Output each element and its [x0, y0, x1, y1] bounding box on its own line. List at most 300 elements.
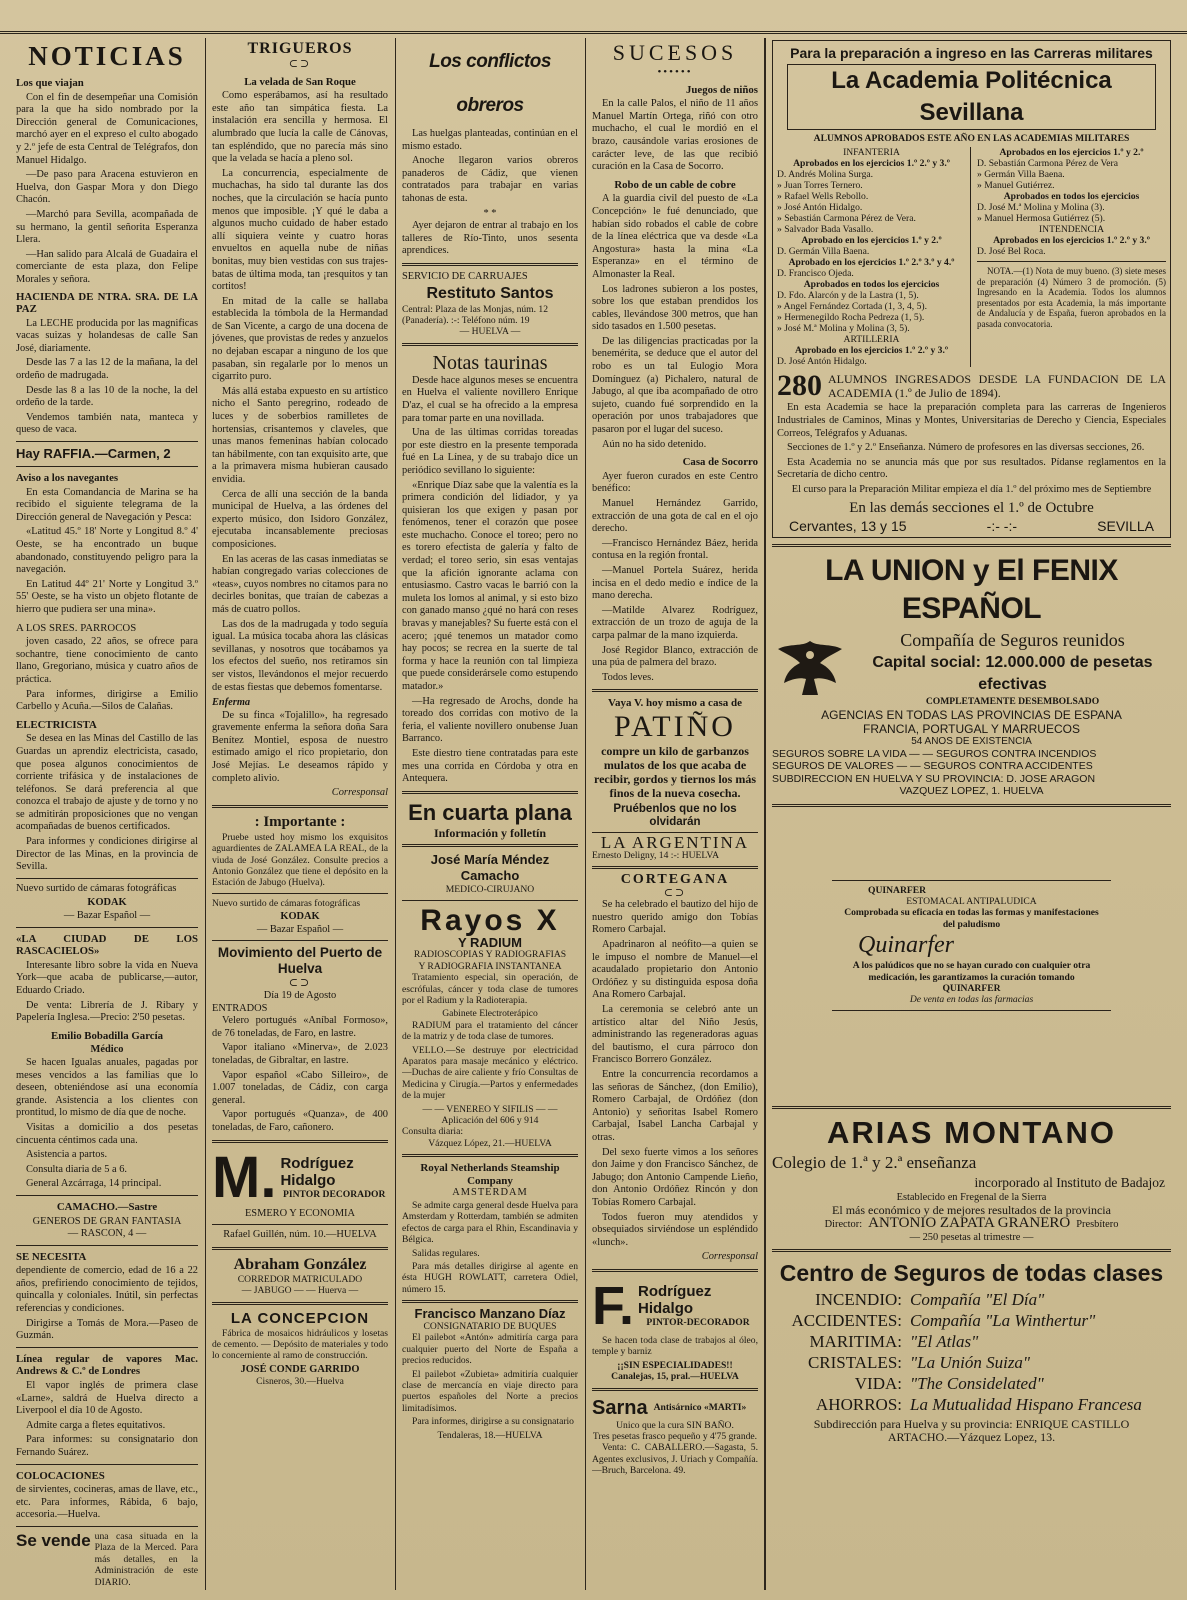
paragraph: A los palúdicos que no se hayan curado con cualquier otra medicación, les garantizamos la curación tomando — [852, 960, 1091, 983]
paragraph: RADIUM para el tratamiento del cáncer de la matriz y de toda clase de tumores. — [402, 1019, 578, 1043]
paragraph: Se ha celebrado el bautizo del hijo de nuestro querido amigo don Tobías Romero Carbajal. — [592, 899, 758, 936]
director-name: ANTONIO ZAPATA GRANERO — [868, 1215, 1071, 1231]
paragraph: — Bazar Español — — [63, 910, 151, 922]
paragraph: Ayer dejaron de entrar al trabajo en los talleres de Río-Tinto, unos sesenta aprendices. — [402, 220, 578, 257]
insurance-type: ACCIDENTES: — [791, 1311, 902, 1331]
paragraph: Desde las 7 a las 12 de la mañana, la del ordeño de madrugada. — [16, 357, 198, 382]
paragraph: Consulta diaria de 5 a 6. — [26, 1163, 127, 1175]
list-item: D. Francisco Ojeda. — [777, 268, 854, 280]
heading: LA ARGENTINA — [600, 833, 750, 853]
paragraph: Del sexo fuerte vimos a los señores don Jaime y don Francisco Sánchez, de Jabugo; don Antonio Campende Lieño, don Antonio Ordóñez Rincón y don Tobías Romero Carbajal. — [592, 1146, 758, 1208]
heading: LA CONCEPCION — [230, 1309, 370, 1327]
paragraph: Esta Academia no se anuncia más que por sus resultados. Pídanse reglamentos en la Secretaría de dicho centro. — [777, 456, 1166, 481]
divider — [977, 261, 1166, 262]
divider — [592, 1388, 758, 1391]
phoenix-icon — [772, 633, 848, 703]
column-separator — [205, 38, 206, 1590]
divider — [402, 263, 578, 266]
paragraph: compre un kilo de garbanzos mulatos de los que acaba de recibir, gordos y tiernos los más finos de la nueva cosecha. — [594, 743, 756, 800]
heading: Juegos de niños — [686, 83, 758, 96]
paragraph: — Bazar Español — — [256, 923, 344, 935]
divider — [772, 804, 1171, 807]
divider — [16, 441, 198, 442]
paragraph: Como esperábamos, así ha resultado este año tan simpática fiesta. La instalación era sencilla y hermosa. El alumbrado que lucía la calle de Cánovas, tan espléndido, que no parecía más sino que la velada se hacía a pleno sol. — [212, 90, 388, 165]
paragraph: Tratamiento especial, sin operación, de escrófulas, cáncer y toda clase de tumores por el Radium y la Radioterapia. — [402, 972, 578, 1006]
heading: Rayos X — [420, 903, 560, 937]
insurance-row — [772, 1394, 1171, 1415]
paragraph: una casa situada en la Plaza de la Merced. Para más detalles, en la Administración de este DIARIO. — [94, 1530, 198, 1588]
paragraph: ARTACHO.—Yázquez Lopez, 13. — [887, 1429, 1056, 1444]
paragraph: Las huelgas planteadas, continúan en el mismo estado. — [402, 128, 578, 152]
name-list — [777, 246, 966, 257]
subheading: Información y folletín — [434, 825, 546, 840]
heading: La Academia Politécnica Sevillana — [787, 64, 1156, 130]
divider — [402, 791, 578, 794]
column-separator — [764, 38, 766, 1590]
heading: «LA CIUDAD DE LOS RASCACIELOS» — [16, 932, 198, 958]
divider — [402, 1300, 578, 1303]
insurance-company: Compañía "El Día" — [910, 1290, 1045, 1310]
paragraph: — — VENEREO Y SIFILIS — — — [422, 1103, 558, 1115]
paragraph: Ernesto Deligny, 14 :-: HUELVA — [592, 849, 720, 861]
paragraph: Ayer fueron curados en este Centro benéfico: — [592, 470, 758, 495]
ornament: ⊂⊃ — [288, 977, 312, 990]
subheading: ALUMNOS APROBADOS ESTE AÑO EN LAS ACADEMIAS MILITARES — [813, 133, 1130, 144]
insurance-company: "El Atlas" — [910, 1332, 979, 1352]
spacer — [772, 812, 1171, 880]
top-rule — [0, 0, 1187, 34]
subheading: CONSIGNATARIO DE BUQUES — [423, 1320, 557, 1332]
paragraph: Una de las últimas corridas toreadas por este diestro en la presente temporada fué en La Línea, y de su trabajo dice un periódico sevillano lo siguiente: — [402, 427, 578, 476]
column-conflictos — [402, 40, 578, 1588]
divider — [212, 940, 388, 941]
paragraph: RADIOSCOPIAS Y RADIOGRAFIAS — [413, 949, 567, 961]
paragraph: La LECHE producida por las magnificas vacas suizas y holandesas de calle San José, diariamente. — [16, 317, 198, 354]
insurance-type: CRISTALES: — [807, 1353, 902, 1373]
paragraph: dependiente de comercio, edad de 16 a 22 años, prefiriendo conocimiento de tejidos, quincalla y coloniales. Inútil, sin perfectas referencias y condiciones. — [16, 1265, 198, 1315]
subheading: Aprobados en todos los ejercicios — [803, 279, 940, 291]
paragraph: Rafael Guillén, núm. 10.—HUELVA — [223, 1229, 377, 1241]
subheading: Compañía de Seguros reunidos — [900, 630, 1125, 651]
heading: HACIENDA DE NTRA. SRA. DE LA PAZ — [16, 290, 198, 316]
paragraph: Pruébenlos que no los olvidarán — [613, 802, 737, 828]
paragraph: Asistencia a partos. — [26, 1149, 108, 1161]
paragraph: Interesante libro sobre la vida en Nueva York—que acaba de publicarse,—autor, Eduardo Criado. — [16, 959, 198, 996]
list-item: D. José Bel Roca. — [977, 246, 1046, 258]
list-item: » José M.ª Molina y Molina (3, 5). — [777, 323, 910, 335]
subheading: ENTRADOS — [212, 1002, 268, 1014]
paragraph: AGENCIAS EN TODAS LAS PROVINCIAS DE ESPANA — [821, 707, 1122, 722]
results-right — [977, 147, 1166, 367]
paragraph: El curso para la Preparación Militar empieza el día 1.º del próximo mes de Septiembre — [791, 483, 1152, 495]
paragraph: Salidas regulares. — [412, 1247, 480, 1259]
paragraph: Vapor italiano «Minerva», de 2.023 toneladas, de Gibraltar, en lastre. — [212, 1042, 388, 1067]
paragraph: —Marchó para Sevilla, acompañada de su hermano, la gentil señorita Esperanza Llera. — [16, 208, 198, 246]
paragraph: Desde las 8 a las 10 de la noche, la del ordeño de la tarde. — [16, 384, 198, 409]
insurance-type: INCENDIO: — [815, 1290, 902, 1310]
heading: Movimiento del Puerto de Huelva — [217, 945, 383, 977]
paragraph: Manuel Hernández Garrido, extracción de una gota de cal en el ojo derecho. — [592, 498, 758, 535]
paragraph: Para informes: su consignatario don Fernando Suárez. — [16, 1434, 198, 1458]
divider — [212, 805, 388, 808]
paragraph: Anoche llegaron varios obreros panaderos de Cádiz, que vienen contratados para trabajar en varias tahonas de esta. — [402, 155, 578, 204]
director-row — [772, 1217, 1171, 1232]
divider — [592, 866, 758, 869]
paragraph: Pruebe usted hoy mismo los exquisitos aguardientes de ZALAMEA LA REAL, de la viuda de José González. Consulte precios a Antonio González que tiene el depósito en la Estación de Jabugo (Huelva). — [212, 831, 388, 889]
address: Cervantes, 13 y 15 — [789, 517, 907, 534]
subheading: Colegio de 1.ª y 2.ª enseñanza — [772, 1152, 977, 1172]
list-item: » Germán Villa Baena. — [977, 169, 1065, 181]
heading: Casa de Socorro — [682, 456, 758, 469]
stat-280 — [777, 370, 1166, 402]
section-title: Los conflictos obreros — [429, 51, 551, 116]
results-left — [777, 147, 971, 367]
heading: CORTEGANA — [620, 872, 730, 888]
paragraph: SEGUROS DE VALORES — — SEGUROS CONTRA ACCIDENTES — [772, 760, 1093, 773]
paragraph: Vaya V. hoy mismo a casa de — [608, 697, 742, 710]
paragraph: Para informes, dirigirse a su consignatario — [412, 1416, 574, 1428]
subheading: SERVICIO DE CARRUAJES — [402, 270, 528, 282]
divider — [402, 900, 578, 901]
heading: José María Méndez Camacho — [430, 852, 550, 884]
signature: Corresponsal — [331, 787, 388, 799]
paragraph: De su finca «Tojalillo», ha regresado gravemente enferma la señora doña Sara Benítez Montiel, esposa de nuestro estimado amigo el rico propietario, don José Mejías. Le deseamos rápido y completo alivio. — [212, 709, 388, 784]
list-item: » Salvador Bada Vasallo. — [777, 224, 874, 236]
paragraph: Todos leves. — [602, 671, 654, 683]
paragraph: Tres pesetas frasco pequeño y 4'75 grande. — [592, 1430, 758, 1442]
divider — [16, 1526, 198, 1527]
column-noticias — [16, 40, 198, 1588]
heading: Royal Netherlands Steamship Company — [420, 1162, 560, 1187]
separator: -:- -:- — [986, 517, 1017, 534]
paragraph: Venta: C. CABALLERO.—Sagasta, 5. Agentes exclusivos, J. Uriach y Compañía.—Bruch, Barcelona. 49. — [592, 1442, 758, 1477]
paragraph: Canalejas, 15, pral.—HUELVA — [611, 1371, 739, 1383]
paragraph: Aún no ha sido detenido. — [602, 438, 707, 450]
initial-letter: F. — [592, 1275, 635, 1336]
divider — [592, 689, 758, 692]
insurance-company: "The Considelated" — [910, 1374, 1044, 1394]
heading: Restituto Santos — [426, 284, 554, 302]
heading: Línea regular de vapores Mac. Andrews & C.º de Londres — [16, 1352, 198, 1378]
insurance-row — [772, 1373, 1171, 1394]
brand-name: Quinarfer — [858, 932, 954, 959]
paragraph: Tendaleras, 18.—HUELVA — [437, 1429, 543, 1441]
city: SEVILLA — [1097, 517, 1154, 534]
ad-kodak: KODAK — [87, 897, 127, 909]
subheading: PINTOR DECORADOR — [283, 1188, 386, 1200]
name-list — [977, 246, 1166, 257]
paragraph: JOSÉ CONDE GARRIDO — [240, 1363, 360, 1375]
paragraph: Admite carga a fletes equitativos. — [26, 1419, 166, 1431]
paragraph: En la calle Palos, el niño de 11 años Manuel Martín Ortega, riñó con otro muchacho, el cual le mordió en el brazo, causándole varias erosiones de carácter leve, de las que recibió curación en la Casa de Socorro. — [592, 98, 758, 173]
subheading: Aprobados en todos los ejercicios — [1003, 191, 1140, 203]
paragraph: SEGUROS SOBRE LA VIDA — — SEGUROS CONTRA INCENDIOS — [772, 747, 1097, 760]
list-item: » Rafael Wells Rebollo. — [777, 191, 869, 203]
divider — [592, 1269, 758, 1272]
heading: Se vende — [16, 1530, 91, 1550]
heading: Rodríguez Hidalgo — [280, 1154, 354, 1189]
paragraph: La concurrencia, especialmente de muchachas, ha sido tal durante las dos noches, que la circulación se hacía punto menos que imposible. ¡Y qué le daba a algunos mucho cuidado de haber estado allí siquiera veinte y cuatro horas envueltos en aquella nube de niñas bonitas, muy bien vestidas con sus trajes-batas de última moda, tan ¡resquitos y tan cortitos! — [212, 167, 388, 293]
paragraph: GENEROS DE GRAN FANTASIA — [32, 1215, 182, 1227]
ad-quinarfer — [832, 880, 1111, 1011]
paragraph: joven casado, 22 años, se ofrece para sochantre, tiene conocimiento de canto llano, Gregoriano, música y cuatro años de práctica. — [16, 636, 198, 685]
subheading: ARTILLERIA — [843, 334, 900, 346]
paragraph: Se desea en las Minas del Castillo de las Guardas un aprendiz electricista, casado, que posea algunos conocimientos de corriente trifásica y de instalaciones de teléfonos. Se dará preferencia al que conozca el trabajo de ajuste y de torno y no se admitirán proposiciones que no vengan acompañadas de buenos certificados. — [16, 733, 198, 833]
paragraph: VELLO.—Se destruye por electricidad Aparatos para masaje mecánico y eléctrico.—Duchas de aire caliente y frío Consultas de Medicina y Cirugía.—Partos y enfermedades de la mujer — [402, 1044, 578, 1102]
heading: SE NECESITA — [16, 1250, 87, 1263]
paragraph: Dirigirse a Tomás de Mora.—Paseo de Guzmán. — [16, 1317, 198, 1342]
paragraph: 54 ANOS DE EXISTENCIA — [911, 735, 1032, 747]
subheading: Aprobados en los ejercicios 1.º 2.º y 3.º — [793, 158, 950, 170]
divider — [212, 1247, 388, 1250]
paragraph: De venta en todas las farmacias — [909, 994, 1034, 1006]
heading: Para la preparación a ingreso en las Carreras militares — [790, 45, 1153, 61]
divider — [16, 878, 198, 879]
name-list — [977, 158, 1166, 191]
paragraph: ALUMNOS INGRESADOS DESDE LA FUNDACION DE LA ACADEMIA (1.º de Julio de 1894). — [828, 372, 1166, 401]
divider — [16, 466, 198, 467]
paragraph: Nuevo surtido de cámaras fotográficas — [212, 897, 361, 909]
paragraph: NOTA.—(1) Nota de muy bueno. (3) siete meses de preparación (4) Número 3 de promoción. (5) Ingresando en la Academia. Todos los alumnos presentados por esta Academia, la más importante de Andalucía y de España, fueron aprobados en la pasada convocatoria. — [977, 266, 1166, 329]
list-item: » Hermenegildo Rocha Pedreza (1, 5). — [777, 312, 925, 324]
ad-arias-montano — [772, 1114, 1171, 1244]
initial-letter: M. — [212, 1144, 277, 1210]
paragraph: COMPLETAMENTE DESEMBOLSADO — [925, 696, 1100, 708]
paragraph: En esta Academia se hace la preparación completa para las carreras de Ingenieros Industriales de Caminos, Minas y Montes, Universitarias de Derecho y Ciencia, Especiales Correos, Telégrafos y Aduanas. — [777, 402, 1166, 439]
divider — [402, 1154, 578, 1157]
name-list — [977, 202, 1166, 224]
paragraph: En Latitud 44º 21' Norte y Longitud 3.º 55' Oeste, se ha visto un objeto flotante de hierro que pudiera ser una mina». — [16, 578, 198, 615]
paragraph: —Han salido para Alcalá de Guadaira el comerciante de esta plaza, don Felipe Morales y señora. — [16, 248, 198, 285]
heading: Los que viajan — [16, 77, 84, 89]
paragraph: Fábrica de mosaicos hidráulicos y losetas de cemento. — Depósito de materiales y todo lo concerniente al ramo de construcción. — [212, 1327, 388, 1362]
list-item: D. Germán Villa Baena. — [777, 246, 870, 258]
divider — [212, 893, 388, 894]
heading: LA UNION y El FENIX ESPAÑOL — [825, 554, 1118, 626]
paragraph: Para más detalles dirigirse al agente en ésta HUGH ROWLATT, carretera Odiel, número 15. — [402, 1261, 578, 1295]
paragraph: Unico que la cura SIN BAÑO. — [616, 1419, 734, 1431]
paragraph: Desde hace algunos meses se encuentra en Huelva el valiente novillero Enrique D'az, el cual se ha ofrecido a la empresa para tomar parte en una novillada. — [402, 374, 578, 424]
heading: Sarna — [592, 1396, 648, 1419]
subheading: Aprobados en los ejercicios 1.º y 2.º — [999, 147, 1144, 159]
paragraph: ESMERO Y ECONOMIA — [244, 1207, 356, 1219]
name-list — [777, 356, 966, 367]
paragraph: (Panadería). :-: Teléfono núm. 19 — [402, 314, 530, 326]
address-row — [789, 517, 1154, 534]
name-list — [777, 268, 966, 279]
subheading: PINTOR-DECORADOR — [646, 1317, 750, 1329]
insurance-row — [772, 1310, 1171, 1331]
paragraph: ESTOMACAL ANTIPALUDICA — [906, 895, 1037, 907]
paragraph: Establecido en Fregenal de la Sierra — [896, 1191, 1047, 1203]
list-item: » Manuel Gutiérrez. — [977, 180, 1055, 192]
paragraph: Y RADIOGRAFIA INSTANTANEA — [418, 960, 562, 972]
heading: A LOS SRES. PARROCOS — [16, 621, 137, 634]
paragraph: A la guardia civil del puesto de «La Concepción» le fué denunciado, que habían sido robados el cable de cobre de la línea eléctrica que va desde «La Angostura» hasta la mina «La Esperanza» en el término de Almonaster la Real. — [592, 193, 758, 280]
insurance-company: "La Unión Suiza" — [910, 1353, 1031, 1373]
heading: Notas taurinas — [432, 351, 548, 374]
column-trigueros — [212, 40, 388, 1588]
paragraph: «Enrique Díaz sabe que la valentía es la primera condición del lidiador, y ya quisieran los que exigen y pasan por fenómenos, tener el corazón que posee este muchacho. Conoce el toreo; pero no es torero efectista de galería y falto de verdad; el toreo serio, sin esas ventajas que la afición ignorante aclama con entusiasmo. Castro vacas le barrió con la muleta los lomos al animal, y si esto bizo con ganado manso ¿qué no hará con reses bravas y manejables? Su fuerte está con el acero; ¡qué tenemos un matador como hay pocos; se recrea en la suerte de tal forma y hace la reunión con tal limpieza que puede considerársele como estupendo matador.» — [402, 479, 578, 692]
ad-rodriguez-hidalgo — [212, 1144, 388, 1210]
paragraph: Gabinete Electroterápico — [442, 1008, 538, 1020]
paragraph: «Latitud 45.º 18' Norte y Longitud 8.º 4' Oeste, se ha encontrado un buque abandonado, constituyendo peligro para la navegación. — [16, 526, 198, 576]
ad-union-fenix — [772, 552, 1171, 797]
paragraph: José Regidor Blanco, extracción de una púa de palmera del brazo. — [592, 644, 758, 669]
ad-rodriguez-hidalgo-f — [592, 1277, 758, 1335]
section-title: SUCESOS — [612, 40, 738, 65]
paragraph: Con el fin de desempeñar una Comisión para la que ha sido nombrado por la Dirección general de Comunicaciones, marchó ayer en el expreso el culto abogado y 2.º jefe de esta Central de Telégrafos, don Manuel Hidalgo. — [16, 91, 198, 166]
paragraph: Se hacen toda clase de trabajos al óleo, temple y barniz — [592, 1334, 758, 1358]
divider — [212, 1302, 388, 1305]
paragraph: — HUELVA — — [459, 326, 521, 338]
paragraph: QUINARFER — [868, 884, 927, 896]
ad-academia — [772, 40, 1171, 538]
paragraph: En las aceras de las casas inmediatas se habían congregado varias colecciones de «teas», cuyos nombres no citamos para no decirles bonitas, que traían de cabezas a más de cuatro pollos. — [212, 553, 388, 615]
ad-sarna — [592, 1396, 758, 1420]
insurance-type: MARITIMA: — [809, 1332, 902, 1352]
heading: COLOCACIONES — [16, 1469, 105, 1482]
paragraph: La ceremonia se celebró ante un artístico altar del Niño Jesús, administrando las regeneradoras aguas del bautismo, el cura párroco don Francisco Borrero González. — [592, 1004, 758, 1066]
section-title: NOTICIAS — [28, 41, 186, 71]
divider — [16, 927, 198, 928]
name-list — [777, 169, 966, 235]
big-number: 280 — [777, 369, 822, 403]
paragraph: VAZQUEZ LOPEZ, 1. HUELVA — [899, 785, 1044, 798]
column-separator — [585, 38, 586, 1590]
paragraph: Se admite carga general desde Huelva para Amsterdam y Rotterdam, también se admiten efectos de carga para el Rhin, Escandinavia y Bélgica. — [402, 1200, 578, 1246]
subheading: Aprobado en los ejercicios 1.º 2.º y 3.º — [794, 345, 949, 357]
paragraph: Consulta diaria: — [402, 1126, 464, 1138]
heading: Centro de Seguros de todas clases — [779, 1260, 1164, 1287]
heading: Emilio Bobadilla García — [51, 1029, 163, 1042]
list-item: » Manuel Hermosa Gutiérrez (5). — [977, 213, 1106, 225]
heading: ELECTRICISTA — [16, 718, 97, 731]
divider — [212, 1224, 388, 1225]
paragraph: Comprobada su eficacia en todas las formas y manifestaciones del paludismo — [844, 907, 1099, 930]
heading: Aviso a los navegantes — [16, 472, 119, 485]
divider — [772, 544, 1171, 547]
paragraph: Apadrinaron al neófito—a quien se le impuso el nombre de Manuel—el acaudalado propietario don Antonio Ordóñez y su distinguida esposa doña Ana Romero Carbajal. — [592, 939, 758, 1001]
paragraph: Capital social: 12.000.000 de pesetas efectivas — [872, 654, 1153, 694]
ornament: ⊂⊃ — [663, 886, 687, 899]
list-item: » José Antón Hidalgo. — [777, 202, 863, 214]
ad-se-vende — [16, 1531, 198, 1588]
paragraph: El vapor inglés de primera clase «Larne», saldrá de Huelva directo a Liverpool el día 10 de Agosto. — [16, 1380, 198, 1417]
divider — [212, 1140, 388, 1143]
insurance-row — [772, 1289, 1171, 1310]
heading: Enferma — [212, 697, 251, 709]
paragraph: Para informes, dirigirse a Emilio Carbello y Acuña.—Silos de Calañas. — [16, 688, 198, 713]
paragraph: Los ladrones subieron a los postes, sobre los que estaban prendidos los cables, llevándose 300 metros, que han sido tasados en 1.500 pesetas. — [592, 283, 758, 333]
paragraph: De venta: Librería de J. Ribary y Papelería Inglesa.—Precio: 2'50 pesetas. — [16, 999, 198, 1024]
subheading: INFANTERIA — [843, 147, 900, 159]
divider — [772, 1249, 1171, 1252]
paragraph: De las diligencias practicadas por la benemérita, se deduce que el autor del robo es un tal Eulogio Mora Domínguez (a) Pichalero, natural de Jabugo, al que iba acompañado de otro sujeto, cuando fué sorprendido en la operación por unos trabajadores que pasaron por el lugar del suceso. — [592, 335, 758, 436]
section-title: TRIGUEROS — [247, 40, 353, 57]
insurance-row — [772, 1331, 1171, 1352]
paragraph: El más económico y de mejores resultados de la provincia — [832, 1203, 1111, 1218]
paragraph: Velero portugués «Aníbal Formoso», de 76 toneladas, de Faro, en lastre. — [212, 1015, 388, 1039]
list-item: » Juan Torres Ternero. — [777, 180, 863, 192]
paragraph: Para informes y condiciones dirigirse al Director de las Minas, en la provincia de Sevilla. — [16, 836, 198, 873]
ornament: ⊂⊃ — [288, 58, 312, 70]
ornament: •••••• — [657, 66, 693, 78]
paragraph: incorporado al Instituto de Badajoz — [974, 1174, 1165, 1190]
insurance-company: La Mutualidad Hispano Francesa — [910, 1395, 1142, 1415]
paragraph: Nuevo surtido de cámaras fotográficas — [16, 882, 177, 894]
spacer — [772, 1011, 1171, 1101]
paragraph: Cisneros, 30.—Huelva — [256, 1376, 344, 1388]
ad-kodak: KODAK — [280, 911, 320, 923]
paragraph: SUBDIRECCION EN HUELVA Y SU PROVINCIA: D. JOSE ARAGON — [772, 772, 1096, 785]
paragraph: CORREDOR MATRICULADO — [237, 1273, 363, 1285]
paragraph: Entre la concurrencia recordamos a las señoras de Sánchez, (don Emilio), Romero Carbajal, de Ordóñez (don Antonio) y señoritas Isabel Romero Carbajal, Isabel Lancha Carbajal y otras. — [592, 1069, 758, 1143]
paragraph: En mitad de la calle se hallaba establecida la tómbola de la Hermandad de San Vicente, a cargo de una docena de jóvenes, que provistas de redes y anzuelos no dejaban escapar a ninguno de los que pasaban, sin regalarle por lo menos un cigarrito puro. — [212, 295, 388, 383]
list-item: D. Sebastián Carmona Pérez de Vera — [977, 158, 1119, 170]
ad-centro-seguros — [772, 1257, 1171, 1443]
subheading: Aprobado en los ejercicios 1.º 2.º 3.º y 4.º — [788, 257, 955, 269]
column-separator — [395, 38, 396, 1590]
paragraph: de sirvientes, cocineras, amas de llave, etc., etc. Para informes, Rábida, 6 bajo, accesoria.—Huelva. — [16, 1484, 198, 1521]
results-table — [777, 147, 1166, 367]
paragraph: —Matilde Alvarez Rodríguez, extracción de un trozo de aguja de la carpa palmar de la mano izquierda. — [592, 604, 758, 641]
paragraph: ¡¡SIN ESPECIALIDADES!! — [617, 1359, 733, 1371]
paragraph: Más allá estaba expuesto en su artístico nicho el Santo peregrino, rodeado de luces y de soberbios ramilletes de hortensias, crisantemos y claveles, que unas manos femeninas habían colocado tan hábilmente, con tan exquisito arte, que a la primavera misma hubieran causado envidia. — [212, 385, 388, 485]
heading: La velada de San Roque — [244, 75, 356, 88]
ins-row — [772, 628, 1171, 707]
subheading: Antisárnico «MARTI» — [653, 1401, 747, 1413]
paragraph: Vázquez López, 21.—HUELVA — [428, 1137, 552, 1149]
paragraph: —Francisco Hernández Báez, herida contusa en la región frontal. — [592, 537, 758, 562]
subheading: Aprobado en los ejercicios 1.º y 2.º — [801, 235, 942, 247]
paragraph: FRANCIA, PORTUGAL Y MARRUECOS — [863, 721, 1080, 736]
paragraph: En esta Comandancia de Marina se ha recibido el siguiente telegrama de la Dirección general de Navegación y Pesca: — [16, 486, 198, 523]
subheading: Médico — [90, 1044, 124, 1056]
paragraph: Todos fueron muy atendidos y obsequiados sirviéndose un espléndido «lunch». — [592, 1211, 758, 1248]
heading: Robo de un cable de cobre — [614, 178, 736, 191]
paragraph: Las dos de la madrugada y todo seguía igual. La música tocaba ahora las clásicas sevillanas, y nosotros que tocábamos ya los efectos del sueño, nos retiramos sin ser vistos, llevándonos el mejor recuerdo de estas fiestas que debemos fomentarse. — [212, 618, 388, 693]
paragraph: Cerca de allí una sección de la banda municipal de Huelva, a las órdenes del experto músico, don Isidoro González, ejecutaba incansablemente preciosas composiciones. — [212, 488, 388, 550]
paragraph: Vapor español «Cabo Silleiro», de 1.007 toneladas, de Cádiz, con carga general. — [212, 1069, 388, 1106]
list-item: » Sebastián Carmona Pérez de Vera. — [777, 213, 916, 225]
list-item: D. Fdo. Alarcón y de la Lastra (1, 5). — [777, 290, 919, 302]
heading: En cuarta plana — [408, 799, 572, 825]
list-item: D. Andrés Molina Surga. — [777, 169, 874, 181]
divider — [772, 1106, 1171, 1109]
list-item: » Angel Fernández Cortada (1, 3, 4, 5). — [777, 301, 927, 313]
paragraph: Secciones de 1.º y 2.º Enseñanza. Número de profesores en las diversas secciones, 26. — [787, 442, 1145, 454]
paragraph: Subdirección para Huelva y su provincia: ENRIQUE CASTILLO — [813, 1417, 1130, 1432]
divider — [16, 1347, 198, 1348]
column-sucesos — [592, 40, 758, 1588]
paragraph: —Ha regresado de Arochs, donde ha toreado dos corridas con motivo de la feria, el valiente novillero onubense Juan Barranco. — [402, 695, 578, 745]
paragraph: —Manuel Portela Suárez, herida incisa en el dedo medio e índice de la mano derecha. — [592, 564, 758, 602]
paragraph: QUINARFER — [942, 983, 1001, 994]
paragraph: Este diestro tiene contratadas para este mes una corrida en Córdoba y otra en Antequera. — [402, 747, 578, 785]
heading: ARIAS MONTANO — [827, 1114, 1116, 1150]
heading: Rodríguez Hidalgo — [638, 1283, 712, 1318]
insurance-row — [772, 1352, 1171, 1373]
paragraph: Día 19 de Agosto — [263, 990, 337, 1002]
divider — [16, 1245, 198, 1246]
heading: : Importante : — [254, 813, 346, 830]
paragraph: Vapor portugués «Quanza», de 400 toneladas, de Faro, cañonero. — [212, 1109, 388, 1133]
label: Director: — [824, 1219, 863, 1230]
paragraph: Vendemos también nata, manteca y queso de vaca. — [16, 411, 198, 436]
insurance-type: VIDA: — [854, 1374, 902, 1394]
paragraph: — 250 pesetas al trimestre — — [909, 1231, 1034, 1243]
